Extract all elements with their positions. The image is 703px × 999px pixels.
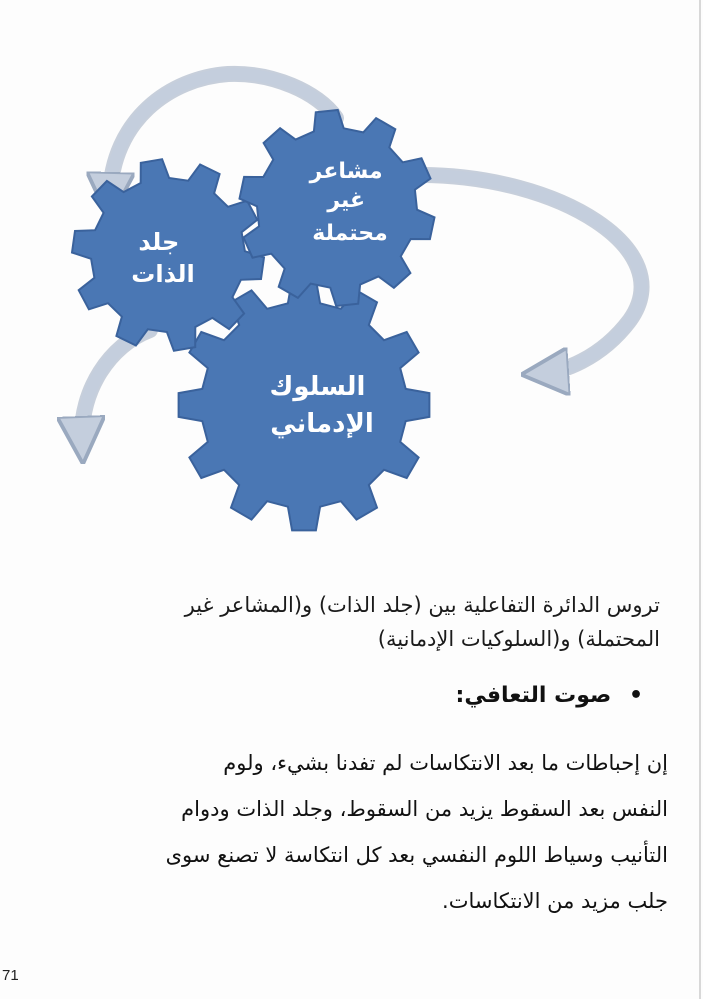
section-heading	[456, 683, 643, 708]
page-number: 71	[2, 967, 19, 984]
gear-unbearable-feelings	[240, 110, 435, 306]
paragraph-line-2: النفس بعد السقوط يزيد من السقوط، وجلد الذات ودوام	[181, 797, 668, 821]
bullet-icon: •	[628, 683, 643, 708]
body-paragraph	[40, 740, 668, 924]
gear-self-flagellation	[72, 159, 264, 351]
gear-label-unbearable-feelings: مشاعر غير محتملة	[309, 159, 388, 246]
paragraph-line-1: إن إحباطات ما بعد الانتكاسات لم تفدنا بشيء، ولوم	[223, 751, 668, 775]
gear-label-self-flagellation: جلد الذات	[131, 228, 195, 288]
paragraph-line-3: التأنيب وسياط اللوم النفسي بعد كل انتكاسة لا تصنع سوى	[165, 843, 668, 867]
figure-caption	[40, 588, 660, 656]
section-heading-text: صوت التعافي:	[455, 683, 612, 708]
caption-line-2: المحتملة) و(السلوكيات الإدمانية)	[377, 627, 660, 651]
paragraph-line-4: جلب مزيد من الانتكاسات.	[442, 889, 668, 913]
gear-label-addictive-behavior: السلوك الإدماني	[269, 372, 374, 439]
caption-line-1: تروس الدائرة التفاعلية بين (جلد الذات) و(المشاعر غير	[184, 593, 660, 617]
